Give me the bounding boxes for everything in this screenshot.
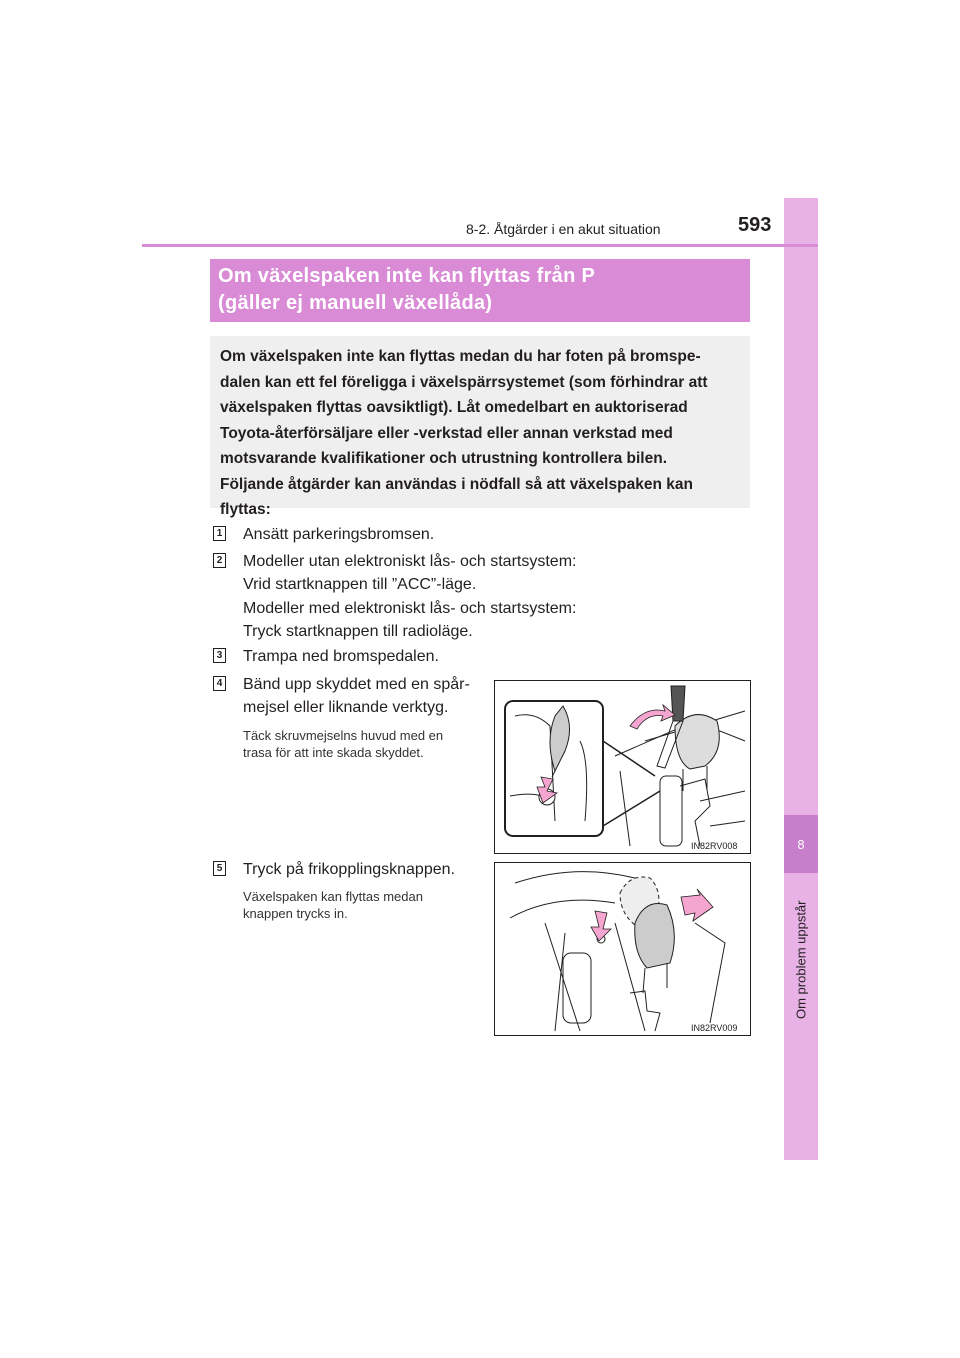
release-button-illustration xyxy=(495,863,750,1035)
step-number-3: 3 xyxy=(213,648,226,663)
step-number-2: 2 xyxy=(213,553,226,568)
shift-arrow xyxy=(681,889,713,921)
step-4-note-line-1: Täck skruvmejselns huvud med en xyxy=(243,728,444,743)
step-2-line-1: Modeller utan elektroniskt lås- och startsystem: xyxy=(243,553,577,570)
push-button-arrow xyxy=(591,911,611,941)
step-3-text: Trampa ned bromspedalen. xyxy=(243,648,439,665)
page-number: 593 xyxy=(738,214,772,236)
figure-pry-cover xyxy=(494,680,751,854)
rotate-arrow xyxy=(630,705,675,729)
intro-line: flyttas: xyxy=(220,501,271,518)
step-2-line-4: Tryck startknappen till radioläge. xyxy=(243,623,473,640)
chapter-number: 8 xyxy=(784,815,818,873)
step-5-note-line-1: Växelspaken kan flyttas medan xyxy=(243,889,423,904)
section-title-line-1: Om växelspaken inte kan flyttas från P xyxy=(218,265,596,287)
intro-line: motsvarande kvalifikationer och utrustning kontrollera bilen. xyxy=(220,450,668,467)
intro-line: växelspaken flyttas oavsiktligt). Låt omedelbart en auktoriserad xyxy=(220,399,688,416)
step-4-note-line-2: trasa för att inte skada skyddet. xyxy=(243,745,424,760)
step-number-4: 4 xyxy=(213,676,226,691)
step-5-text: Tryck på frikopplingsknappen. xyxy=(243,861,455,878)
figure-code: IN82RV008 xyxy=(691,841,738,851)
step-2-line-2: Vrid startknappen till ”ACC”-läge. xyxy=(243,576,477,593)
step-number-1: 1 xyxy=(213,526,226,541)
step-5-note-line-2: knappen trycks in. xyxy=(243,906,348,921)
step-1-text: Ansätt parkeringsbromsen. xyxy=(243,526,435,543)
section-title-line-2: (gäller ej manuell växellåda) xyxy=(218,292,493,314)
step-2-line-3: Modeller med elektroniskt lås- och startsystem: xyxy=(243,600,577,617)
intro-line: Toyota-återförsäljare eller -verkstad eller annan verkstad med xyxy=(220,424,673,442)
intro-text xyxy=(220,344,740,523)
step-4-line-1: Bänd upp skyddet med en spår- xyxy=(243,676,470,693)
header-rule xyxy=(142,244,818,247)
section-title xyxy=(218,263,748,317)
intro-line: Om växelspaken inte kan flyttas medan du har foten på bromspe- xyxy=(220,348,701,365)
breadcrumb: 8-2. Åtgärder i en akut situation xyxy=(466,221,661,237)
step-4-line-2: mejsel eller liknande verktyg. xyxy=(243,699,449,716)
figure-release-button xyxy=(494,862,751,1036)
intro-line: Följande åtgärder kan användas i nödfall så att växelspaken kan xyxy=(220,475,693,493)
pry-cover-illustration xyxy=(495,681,750,853)
intro-line: dalen kan ett fel föreligga i växelspärrsystemet (som förhindrar att xyxy=(220,373,708,391)
step-number-5: 5 xyxy=(213,861,226,876)
figure-code: IN82RV009 xyxy=(691,1023,738,1033)
chapter-label: Om problem uppstår xyxy=(793,900,809,1020)
